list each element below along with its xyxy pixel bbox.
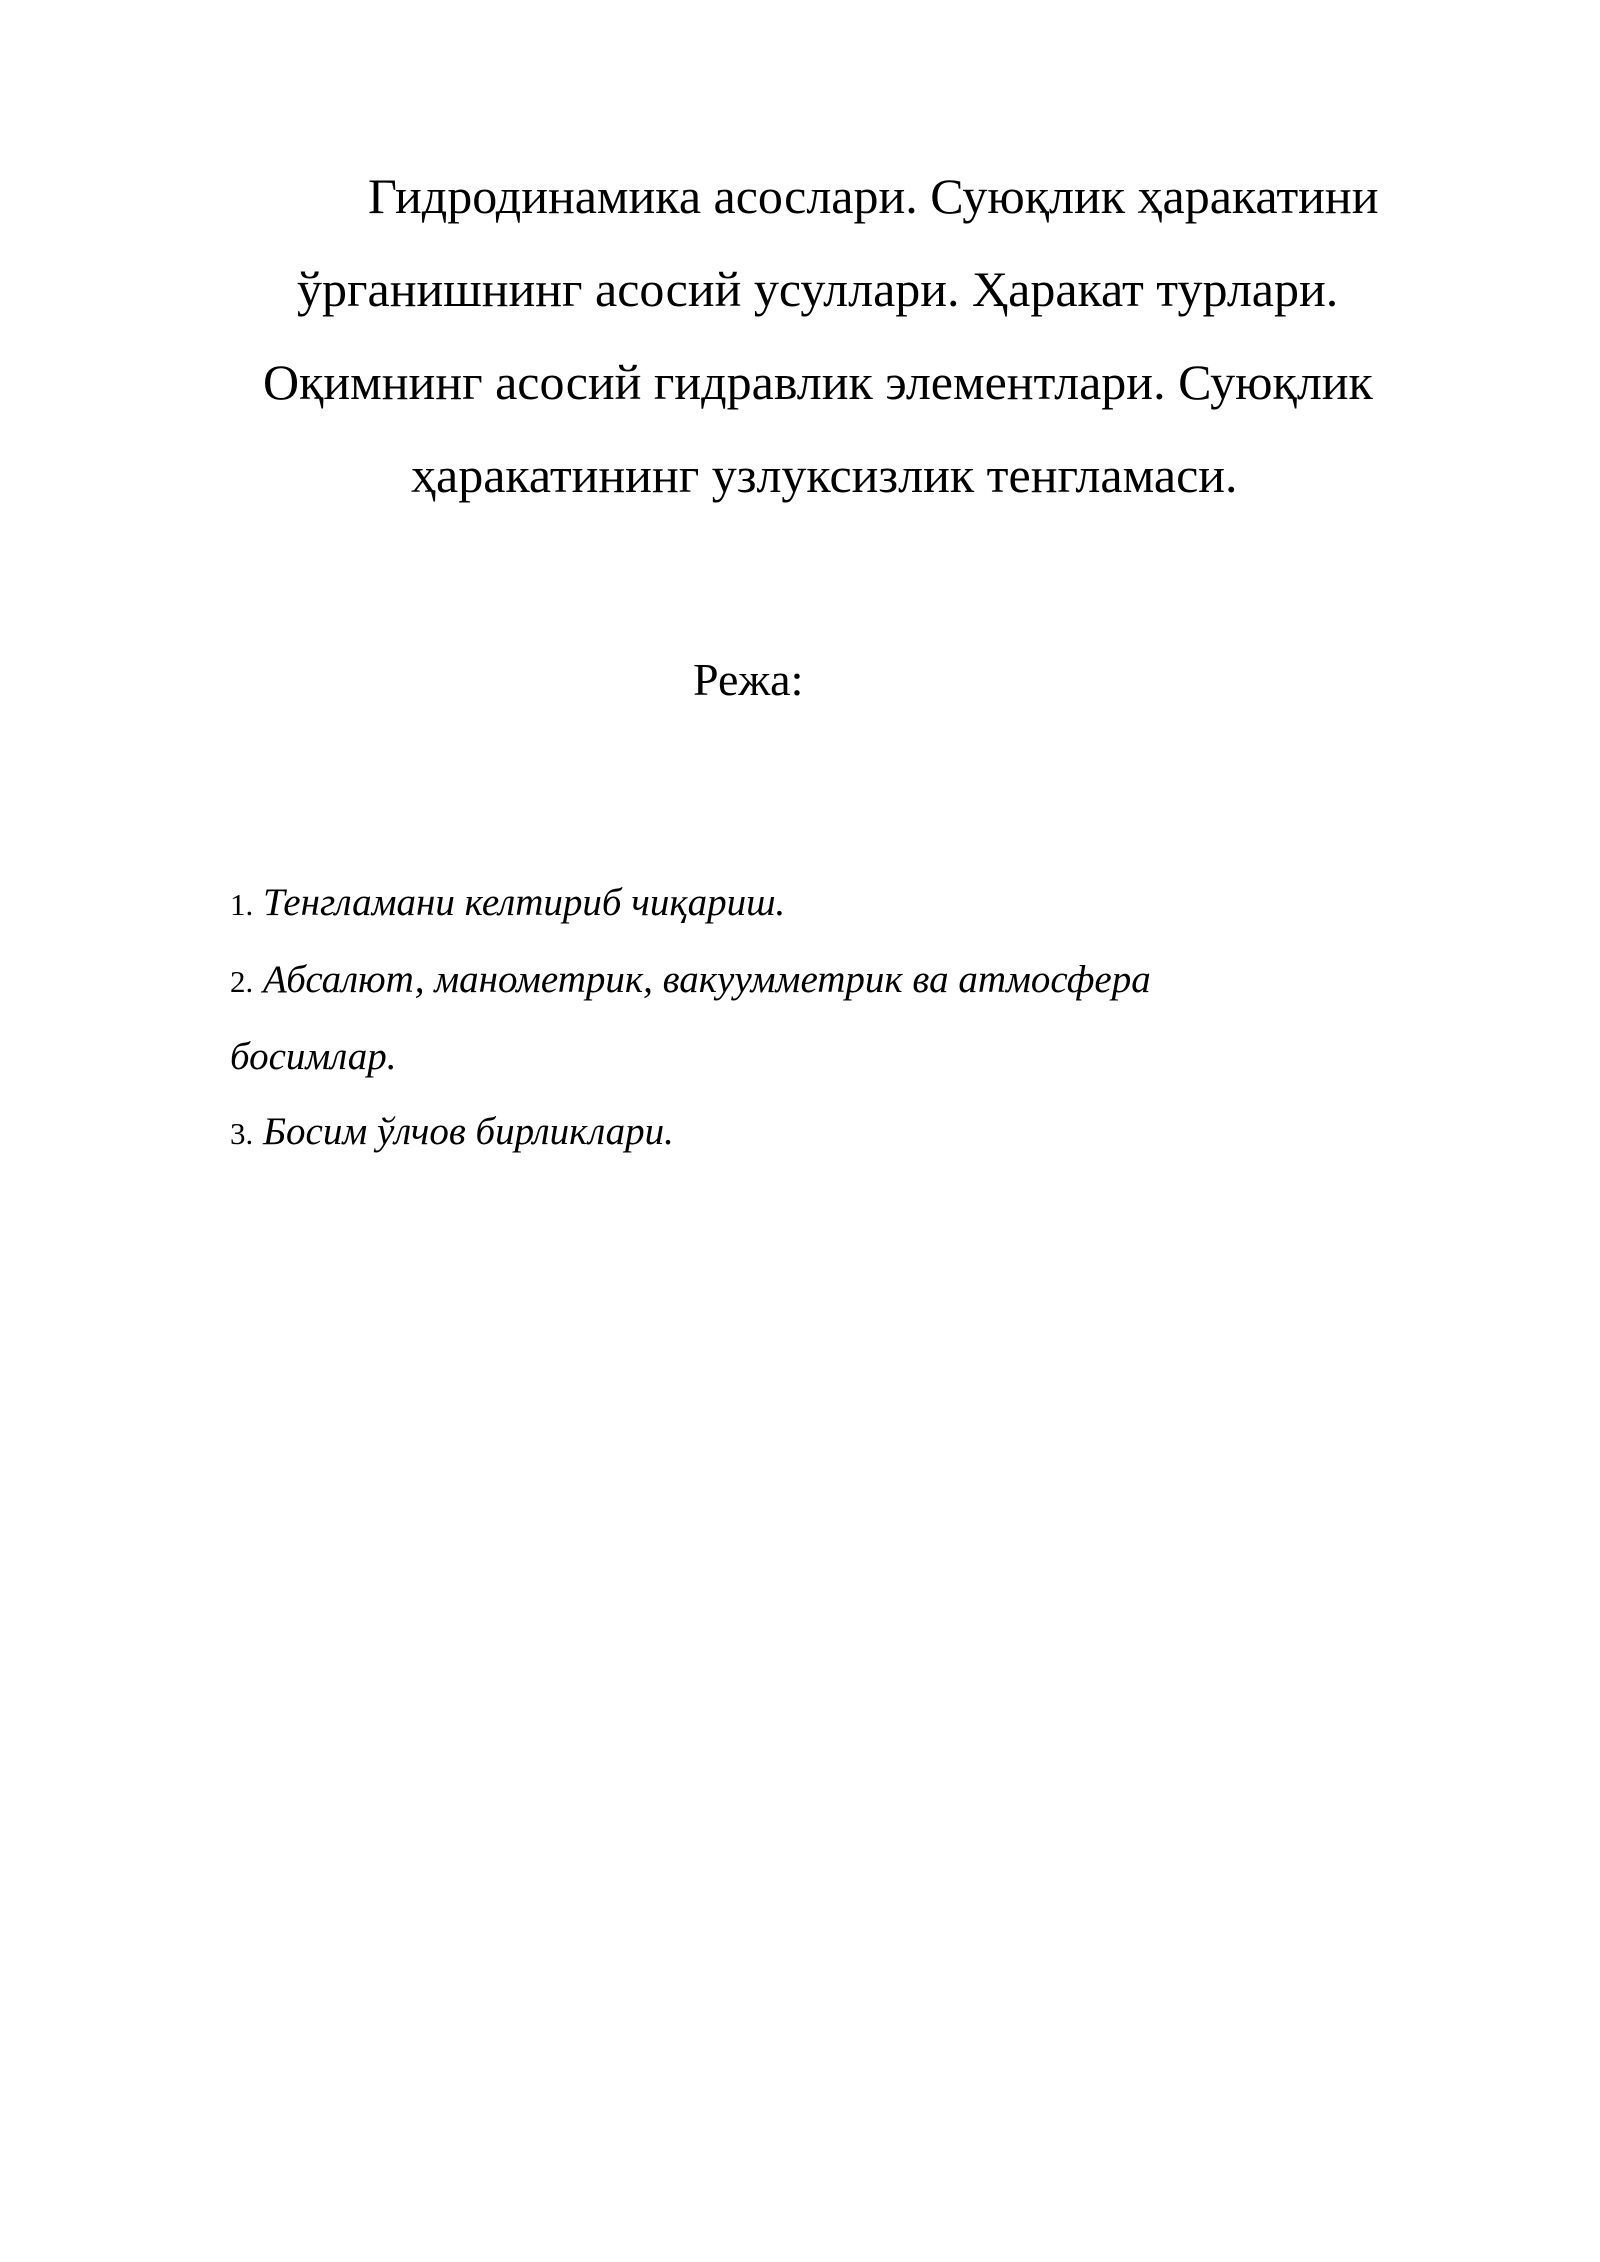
title-line: Гидродинамика асослари. Суюқлик ҳаракатини (368, 168, 1379, 224)
plan-item-continuation (230, 1019, 1280, 1094)
plan-list (230, 865, 1280, 1171)
plan-item (230, 1094, 1280, 1171)
document-title (230, 150, 1492, 522)
plan-item-text: Абсалют, манометрик, вакуумметрик ва атмосфера (263, 958, 1151, 1001)
plan-item-number: 1. (230, 887, 254, 922)
plan-heading: Режа: (693, 654, 804, 705)
plan-item-text: босимлар. (230, 1035, 397, 1078)
title-line: Оқимнинг асосий гидравлик элементлари. Суюқлик (263, 354, 1373, 410)
plan-item-number: 2. (230, 964, 254, 999)
title-line: ҳаракатининг узлуксизлик тенгламаси. (411, 447, 1238, 503)
plan-item-number: 3. (230, 1116, 254, 1151)
plan-item-text: Тенгламани келтириб чиқариш. (263, 881, 786, 924)
plan-item-text: Босим ўлчов бирликлари. (263, 1110, 674, 1153)
plan-item (230, 942, 1280, 1019)
title-line: ўрганишнинг асосий усуллари. Ҳаракат турлари. (297, 261, 1339, 317)
plan-item (230, 865, 1280, 942)
